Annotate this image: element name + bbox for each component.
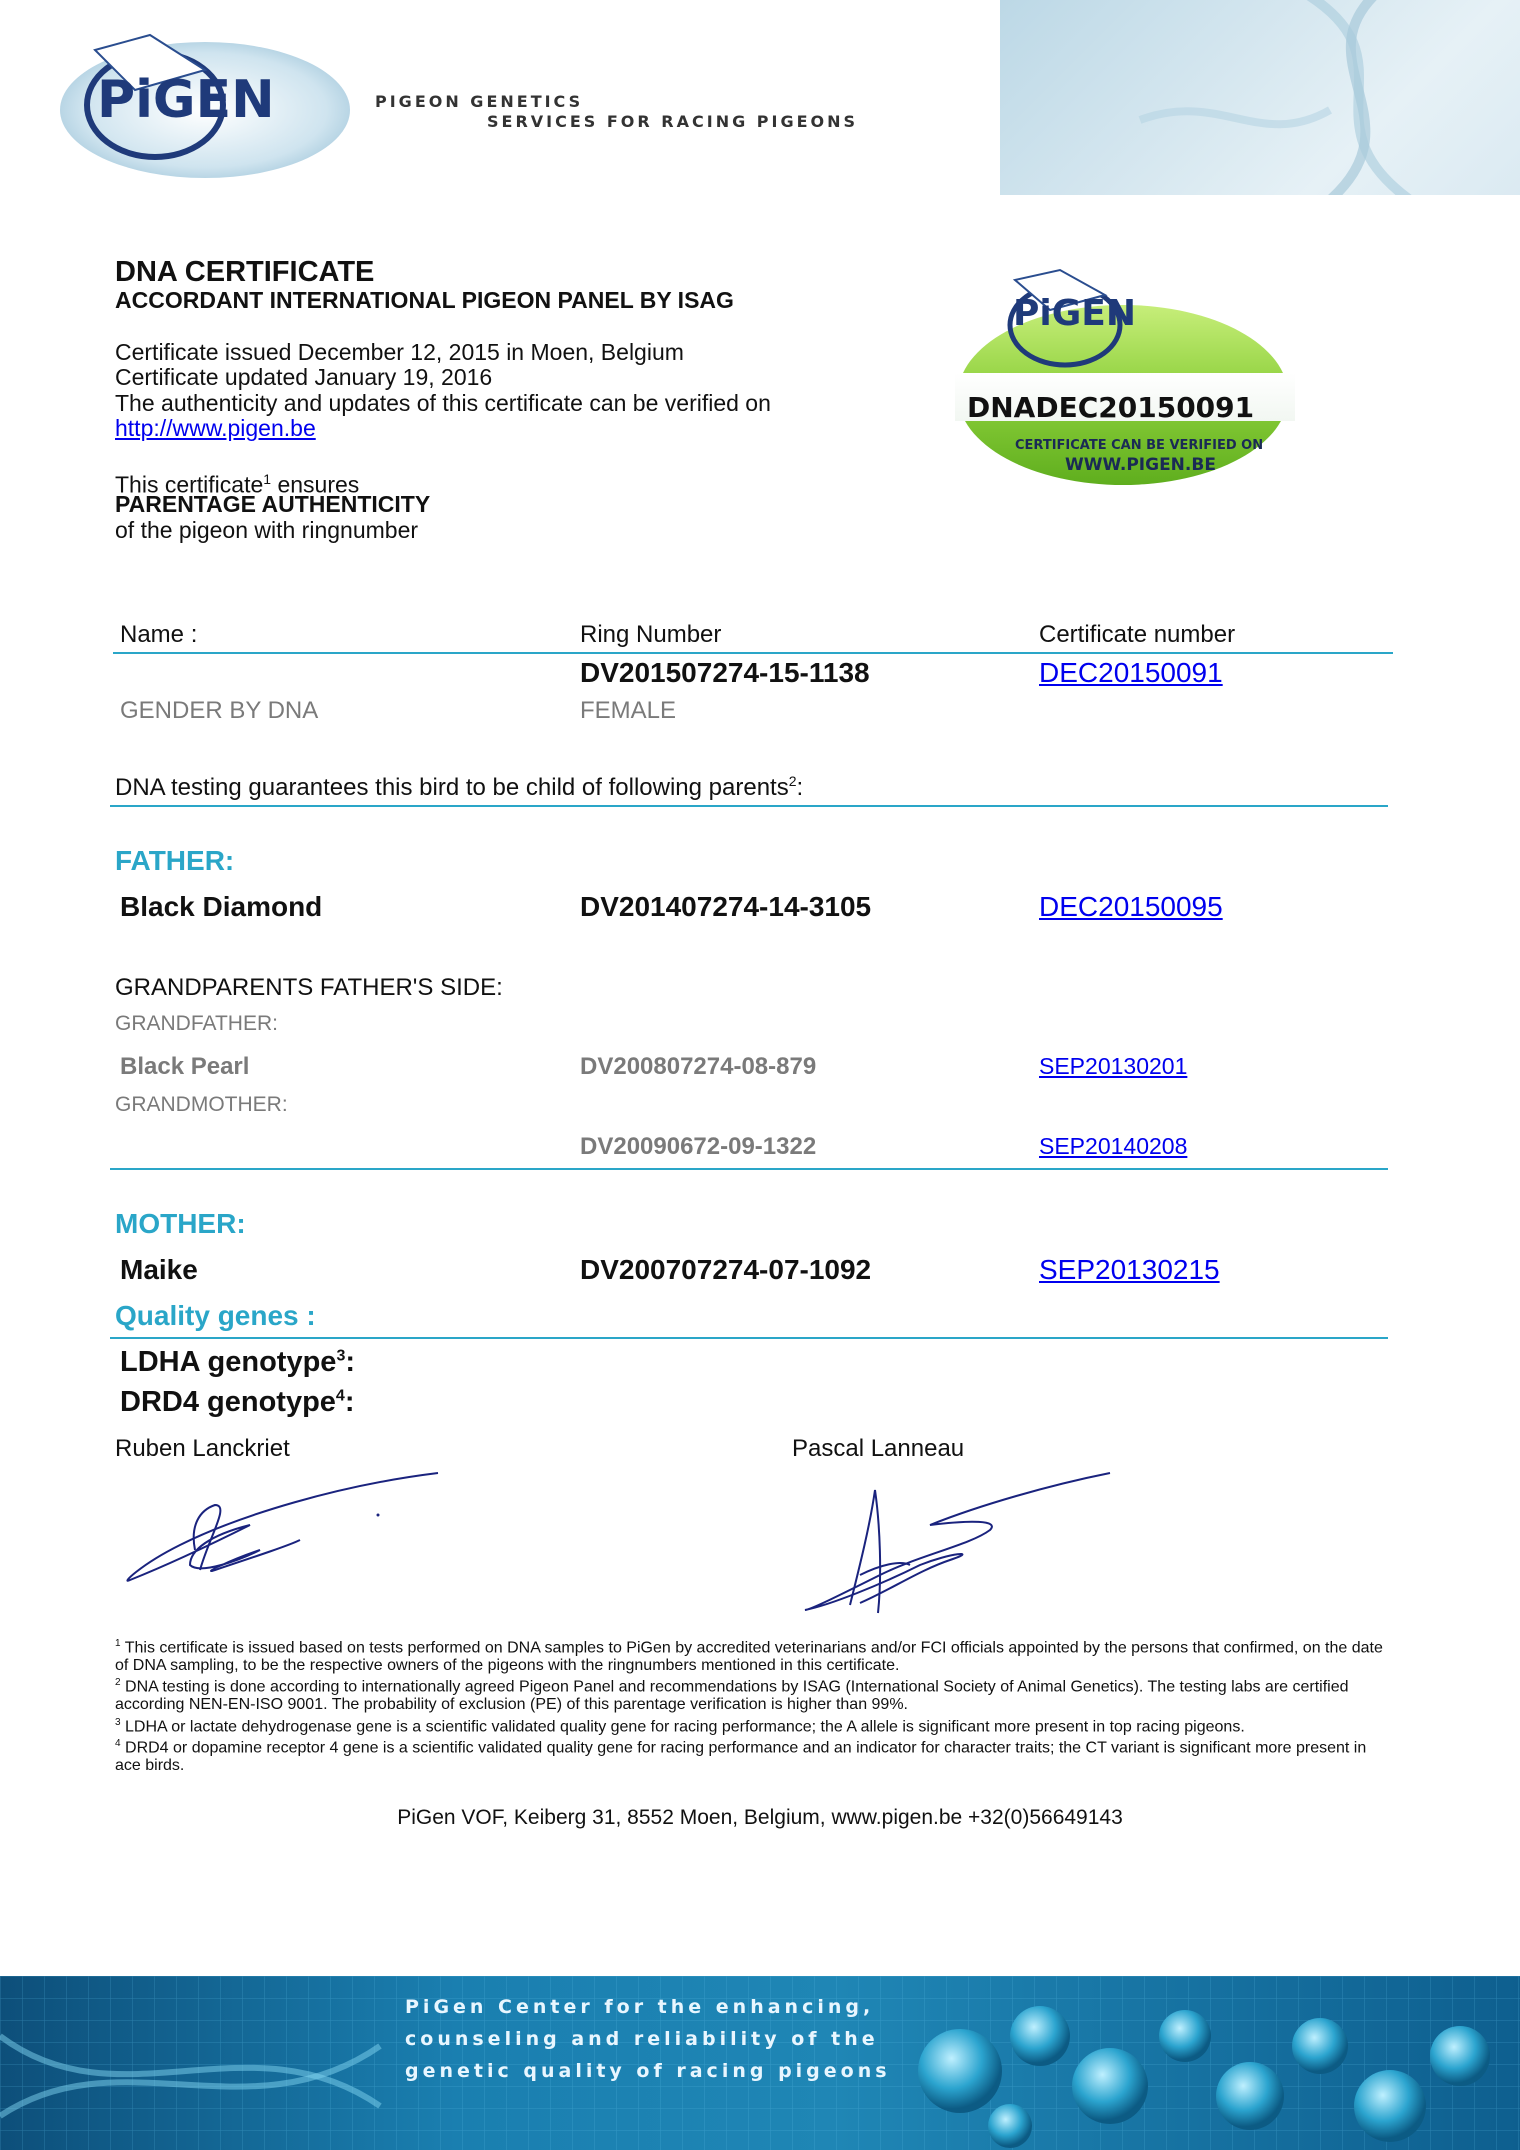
footnote-1 (115, 1635, 1395, 1674)
banner-line2: counseling and reliability of the (405, 2028, 879, 2050)
father-ring-number: DV201407274-14-3105 (580, 891, 872, 922)
verification-seal (955, 265, 1295, 495)
ldha-genotype (120, 1346, 355, 1379)
certificate-title: DNA CERTIFICATE (115, 256, 375, 288)
ensures-tail: of the pigeon with ringnumber (115, 517, 419, 543)
footnote-2-number: 2 (115, 1677, 121, 1689)
grandmother-ring-number: DV20090672-09-1322 (580, 1133, 817, 1160)
banner-line3: genetic quality of racing pigeons (405, 2060, 891, 2082)
guarantee-divider (110, 805, 1388, 807)
signature-left-graphic (120, 1465, 450, 1595)
footer-banner (0, 1976, 1520, 2150)
guarantee-footnote-ref: 2 (788, 773, 797, 789)
verify-line: The authenticity and updates of this certificate can be verified on (115, 390, 771, 416)
drd4-colon: : (344, 1386, 355, 1418)
mother-ring-number: DV200707274-07-1092 (580, 1254, 872, 1285)
mother-heading: MOTHER: (115, 1208, 246, 1239)
mother-certificate-link[interactable]: SEP20130215 (1039, 1254, 1220, 1285)
tagline-line2: SERVICES FOR RACING PIGEONS (487, 112, 859, 131)
ensures-bold: PARENTAGE AUTHENTICITY (115, 491, 431, 517)
ldha-footnote-ref: 3 (336, 1347, 346, 1365)
ensures-post: ensures (271, 471, 360, 498)
grandfather-certificate-link[interactable]: SEP20130201 (1039, 1053, 1188, 1079)
seal-logo-text: PiGEN (1013, 293, 1136, 334)
verify-link[interactable]: http://www.pigen.be (115, 415, 316, 441)
grandmother-certificate-link[interactable]: SEP20140208 (1039, 1133, 1188, 1159)
father-name: Black Diamond (120, 891, 323, 922)
guarantee-end: : (796, 774, 804, 801)
drd4-label: DRD4 genotype (120, 1386, 336, 1418)
col-name-header: Name : (120, 621, 198, 648)
col-ring-header: Ring Number (580, 621, 722, 648)
signatory-right: Pascal Lanneau (792, 1435, 965, 1462)
updated-line: Certificate updated January 19, 2016 (115, 364, 493, 390)
gender-label: GENDER BY DNA (120, 697, 319, 724)
footnote-1-number: 1 (115, 1638, 121, 1649)
col-cert-header: Certificate number (1039, 621, 1236, 648)
ldha-label: LDHA genotype (120, 1346, 337, 1378)
issued-line: Certificate issued December 12, 2015 in Moen, Belgium (115, 339, 684, 365)
footnote-4 (115, 1735, 1395, 1774)
footnote-3-text: LDHA or lactate dehydrogenase gene is a scientific validated quality gene for racing performance; the A allele is significant more present in top racing pigeons. (120, 1717, 1245, 1735)
footnote-4-text: DRD4 or dopamine receptor 4 gene is a scientific validated quality gene for racing performance and an indicator for character traits; the CT variant is significant more present in ace birds. (115, 1739, 1367, 1775)
father-heading: FATHER: (115, 845, 235, 876)
signatory-left: Ruben Lanckriet (115, 1435, 290, 1462)
grandmother-label: GRANDMOTHER: (115, 1093, 288, 1116)
pigen-logo (55, 30, 355, 180)
footnote-3 (115, 1714, 1395, 1736)
grandparents-heading: GRANDPARENTS FATHER'S SIDE: (115, 974, 503, 1001)
guarantee-line (115, 773, 803, 802)
dna-helix-graphic (1000, 0, 1520, 195)
ldha-colon: : (345, 1346, 356, 1378)
quality-genes-heading: Quality genes : (115, 1300, 316, 1331)
bird-certificate-link[interactable]: DEC20150091 (1039, 657, 1223, 688)
mother-name: Maike (120, 1254, 198, 1285)
quality-divider (110, 1337, 1388, 1339)
bird-ring-number: DV201507274-15-1138 (580, 657, 870, 688)
drd4-footnote-ref: 4 (335, 1387, 345, 1405)
grandfather-ring-number: DV200807274-08-879 (580, 1053, 817, 1080)
father-certificate-link[interactable]: DEC20150095 (1039, 891, 1223, 922)
certificate-subtitle: ACCORDANT INTERNATIONAL PIGEON PANEL BY ISAG (115, 287, 734, 313)
signature-right-graphic (800, 1465, 1120, 1615)
father-divider (110, 1168, 1388, 1170)
footnote-4-number: 4 (115, 1738, 121, 1750)
footnote-2-text: DNA testing is done according to internationally agreed Pigeon Panel and recommendations by ISAG (International Society of Animal Genetics). The testing labs are certified according NEN-EN-ISO 9001. The probability of exclusion (PE) of this parentage verification is higher than 99%. (115, 1678, 1349, 1714)
footnote-3-number: 3 (115, 1716, 121, 1728)
footnote-2 (115, 1674, 1395, 1713)
seal-line1: CERTIFICATE CAN BE VERIFIED ON (1015, 438, 1264, 453)
logo-text: PiGEN (97, 70, 275, 130)
header-dna-photo (1000, 0, 1520, 195)
grandfather-name: Black Pearl (120, 1053, 250, 1080)
ensures-pre: This certificate (115, 471, 264, 498)
seal-code: DNADEC20150091 (967, 391, 1255, 424)
tagline-line1: PIGEON GENETICS (375, 92, 584, 111)
company-address: PiGen VOF, Keiberg 31, 8552 Moen, Belgium, www.pigen.be +32(0)56649143 (397, 1806, 1123, 1829)
grandfather-label: GRANDFATHER: (115, 1012, 278, 1035)
footnotes (115, 1635, 1395, 1775)
ensures-footnote-ref: 1 (263, 471, 272, 487)
gender-value: FEMALE (580, 697, 677, 724)
footnote-1-text: This certificate is issued based on tests performed on DNA samples to PiGen by accredited veterinarians and/or FCI officials appointed by the persons that confirmed, on the date of DNA sampling, to be the respective owners of the pigeons with the ringnumbers mentioned in this certificate. (115, 1639, 1383, 1674)
seal-line2: WWW.PIGEN.BE (1065, 455, 1216, 475)
drd4-genotype (120, 1386, 355, 1419)
header-divider (113, 652, 1393, 654)
guarantee-text: DNA testing guarantees this bird to be child of following parents (115, 774, 789, 801)
banner-line1: PiGen Center for the enhancing, (405, 1996, 875, 2018)
